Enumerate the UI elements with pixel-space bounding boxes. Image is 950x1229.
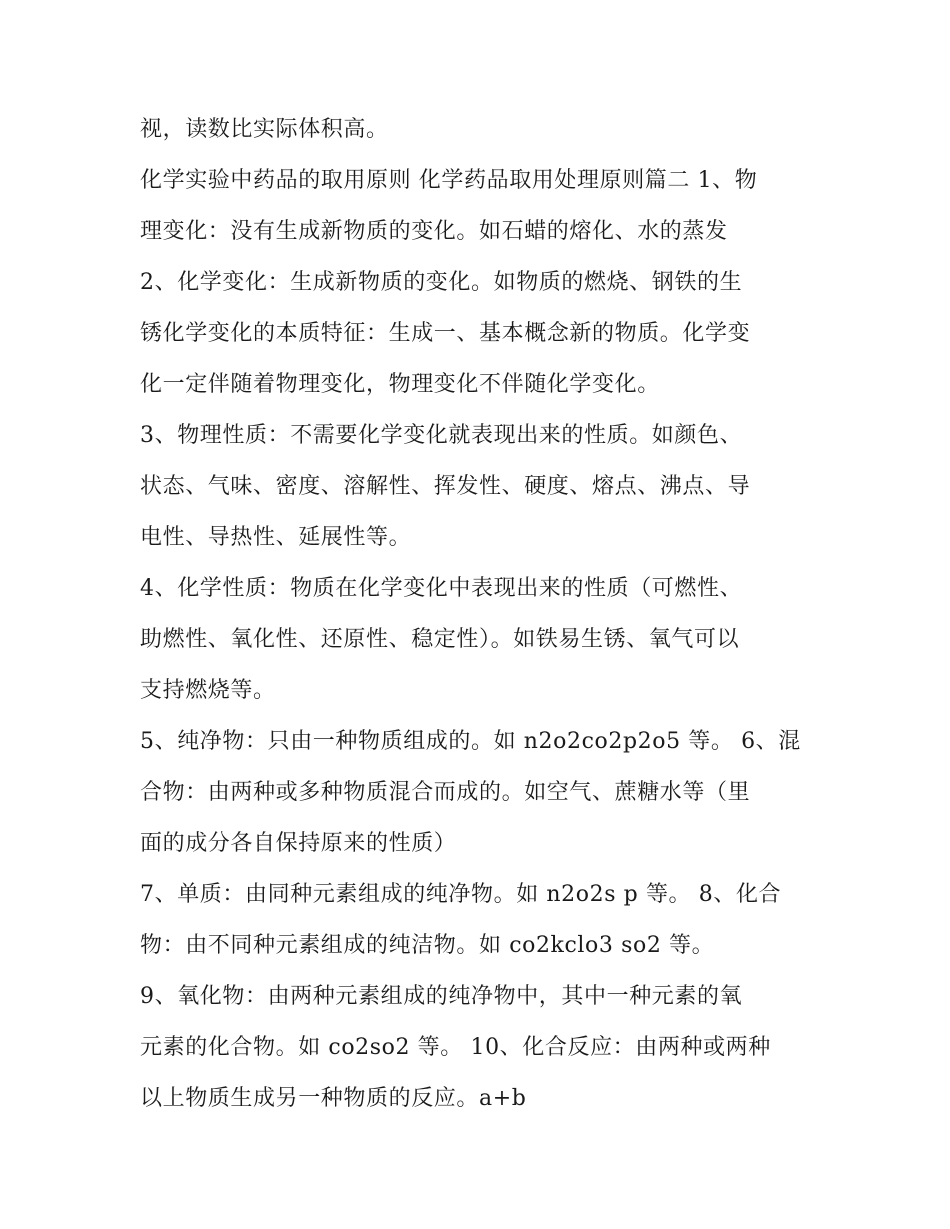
document-body: [140, 104, 820, 1124]
text-line: 面的成分各自保持原来的性质）: [140, 831, 457, 856]
text-line: 视，读数比实际体积高。: [140, 117, 389, 142]
text-line: 化学实验中药品的取用原则 化学药品取用处理原则篇二 1、物: [140, 168, 758, 193]
text-line: 4、化学性质：物质在化学变化中表现出来的性质（可燃性、: [140, 576, 743, 601]
text-line: 助燃性、氧化性、还原性、稳定性）。如铁易生锈、氧气可以: [140, 627, 740, 652]
text-line: 锈化学变化的本质特征：生成一、基本概念新的物质。化学变: [140, 321, 751, 346]
text-line: 合物：由两种或多种物质混合而成的。如空气、蔗糖水等（里: [140, 780, 751, 805]
text-line: 3、物理性质：不需要化学变化就表现出来的性质。如颜色、: [140, 423, 743, 448]
text-line: 9、氧化物：由两种元素组成的纯净物中，其中一种元素的氧: [140, 984, 743, 1009]
text-line: 7、单质：由同种元素组成的纯净物。如 n2o2s p 等。 8、化合: [140, 882, 782, 907]
text-line: 元素的化合物。如 co2so2 等。 10、化合反应：由两种或两种: [140, 1035, 771, 1060]
text-line: 支持燃烧等。: [140, 678, 276, 703]
text-line: 电性、导热性、延展性等。: [140, 525, 412, 550]
text-line: 物：由不同种元素组成的纯洁物。如 co2kclo3 so2 等。: [140, 933, 715, 958]
text-line: 状态、气味、密度、溶解性、挥发性、硬度、熔点、沸点、导: [140, 474, 751, 499]
text-line: 5、纯净物：只由一种物质组成的。如 n2o2co2p2o5 等。 6、混: [140, 729, 801, 754]
text-line: 2、化学变化：生成新物质的变化。如物质的燃烧、钢铁的生: [140, 270, 743, 295]
text-line: 理变化：没有生成新物质的变化。如石蜡的熔化、水的蒸发: [140, 219, 728, 244]
text-line: 化一定伴随着物理变化，物理变化不伴随化学变化。: [140, 372, 660, 397]
text-line: 以上物质生成另一种物质的反应。a+b: [140, 1086, 527, 1111]
